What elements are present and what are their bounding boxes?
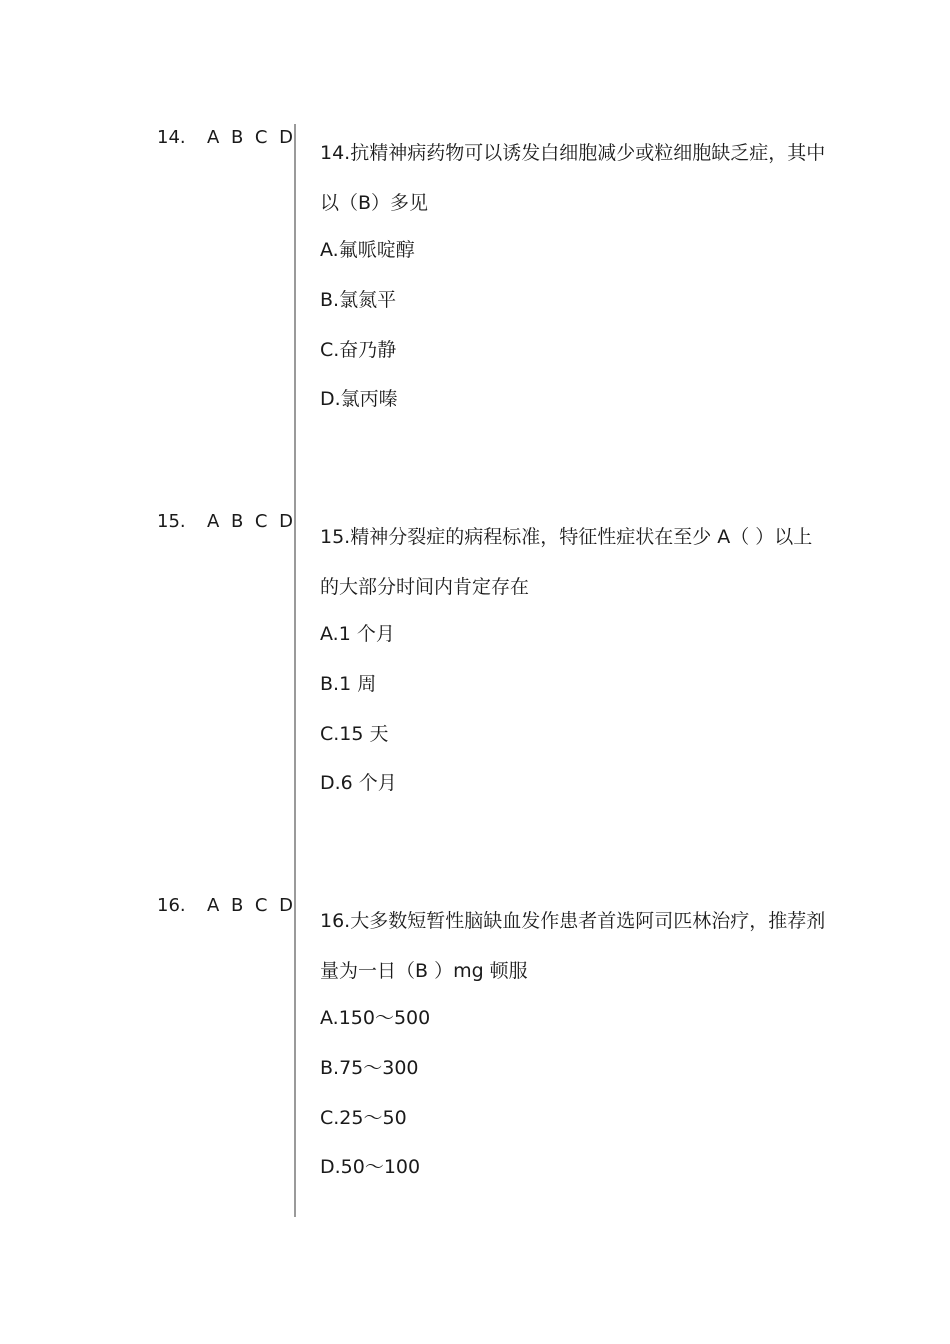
choice-a[interactable]: A (207, 895, 220, 916)
option-a: A.150～500 (320, 1007, 431, 1029)
answer-choices (207, 126, 293, 150)
option-a: A.氟哌啶醇 (320, 239, 415, 261)
question-stem: 15.精神分裂症的病程标准，特征性症状在至少 A（ ）以上的大部分时间内肯定存在 (320, 526, 813, 598)
question-stem: 14.抗精神病药物可以诱发白细胞减少或粒细胞缺乏症，其中以（B）多见 (320, 142, 826, 214)
answer-choices (207, 510, 293, 534)
choice-b[interactable]: B (230, 895, 244, 916)
question-number: 15. (157, 511, 186, 532)
option-b: B.1 周 (320, 672, 377, 695)
choice-a[interactable]: A (207, 127, 220, 148)
option-list (320, 994, 826, 1193)
option-c: C.15 天 (320, 722, 389, 745)
answer-choices (207, 894, 293, 918)
question-number: 14. (157, 127, 186, 148)
choice-c[interactable]: C (254, 895, 268, 916)
option-d: D.氯丙嗪 (320, 388, 398, 411)
option-list (320, 226, 826, 425)
choice-b[interactable]: B (230, 127, 244, 148)
choice-a[interactable]: A (207, 511, 220, 532)
option-b: B.氯氮平 (320, 288, 397, 311)
choice-d[interactable]: D (279, 895, 293, 916)
option-c: C.奋乃静 (320, 338, 397, 361)
choice-b[interactable]: B (230, 511, 244, 532)
option-d: D.6 个月 (320, 772, 397, 795)
choice-c[interactable]: C (254, 127, 268, 148)
option-list (320, 610, 826, 809)
question-number: 16. (157, 895, 186, 916)
choice-d[interactable]: D (279, 127, 293, 148)
choice-c[interactable]: C (254, 511, 268, 532)
question-stem: 16.大多数短暂性脑缺血发作患者首选阿司匹林治疗，推荐剂量为一日（B ）mg 顿服 (320, 910, 826, 982)
option-c: C.25～50 (320, 1106, 407, 1129)
vertical-divider (294, 124, 296, 1217)
option-a: A.1 个月 (320, 623, 395, 645)
option-d: D.50～100 (320, 1156, 421, 1179)
option-b: B.75～300 (320, 1056, 419, 1079)
choice-d[interactable]: D (279, 511, 293, 532)
